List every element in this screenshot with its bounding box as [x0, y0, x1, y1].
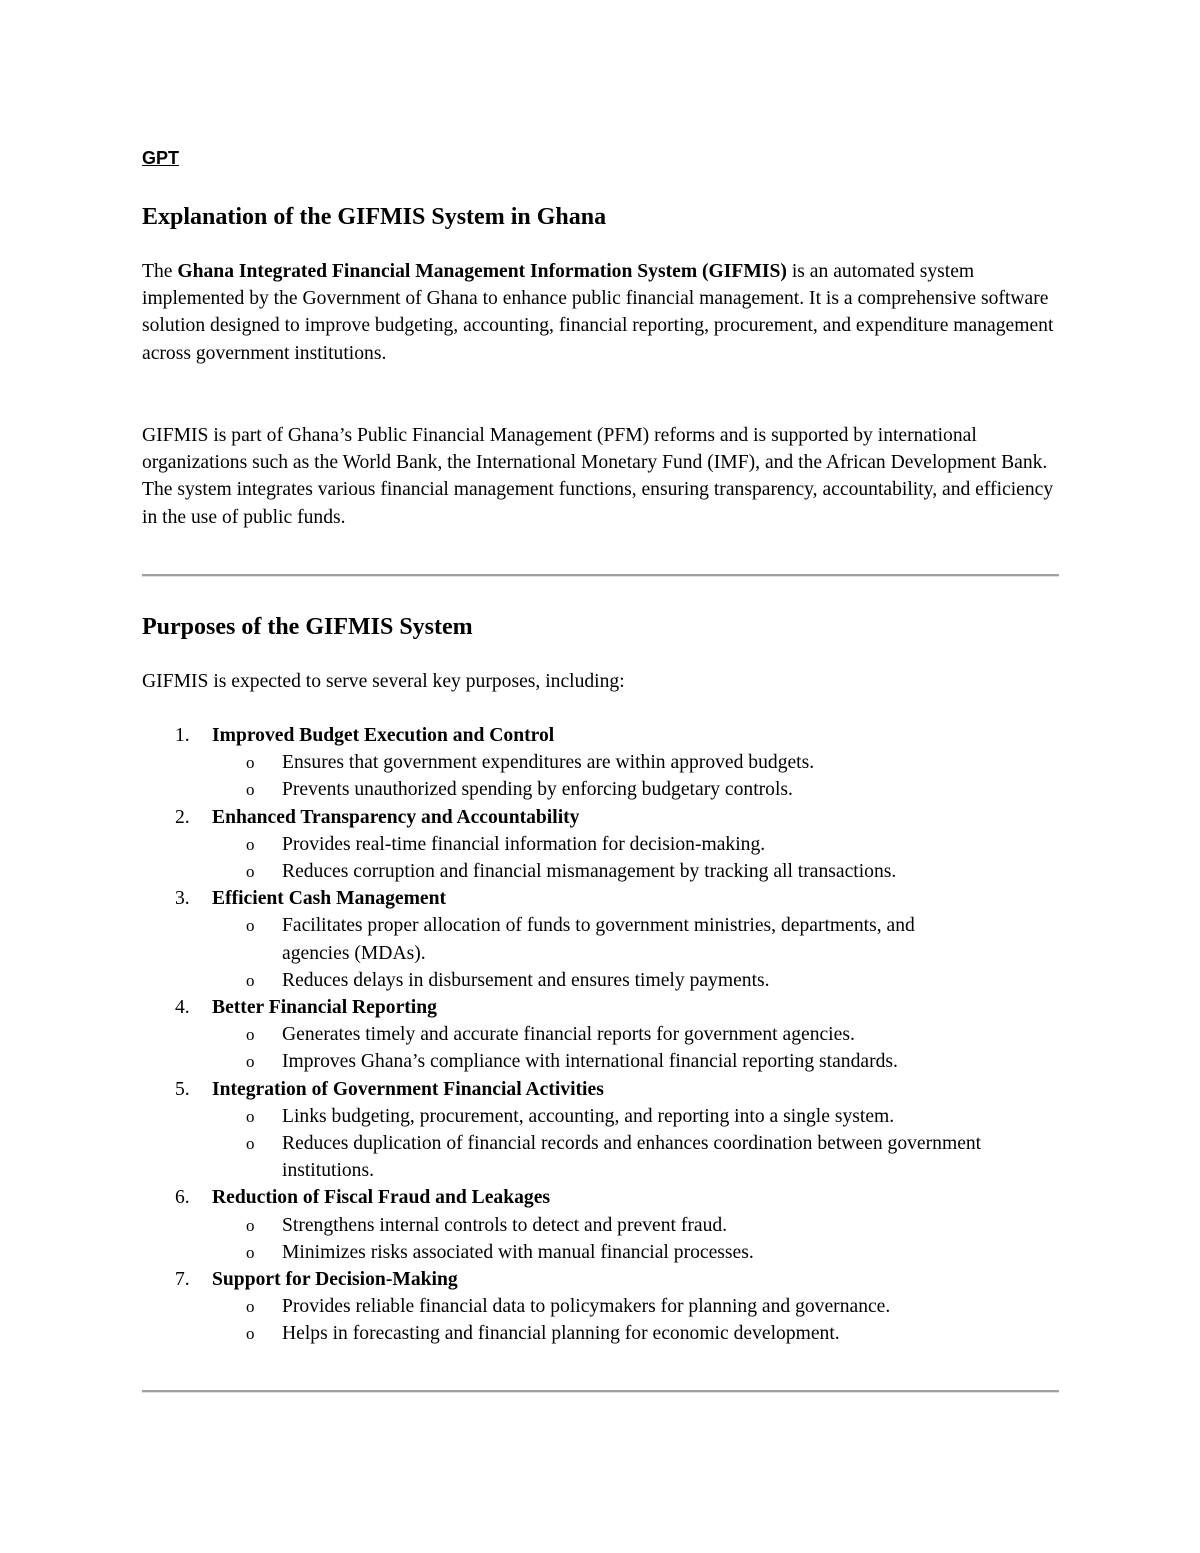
circle-bullet-icon: o — [246, 1134, 255, 1154]
sub-item: o Reduces delays in disbursement and ensures timely payments. — [212, 967, 982, 994]
circle-bullet-icon: o — [246, 753, 255, 773]
item-number: 6. — [175, 1187, 190, 1209]
list-item — [142, 1266, 1062, 1348]
sub-item: o Provides reliable financial data to policymakers for planning and governance. — [212, 1293, 982, 1320]
sub-item: o Improves Ghana’s compliance with international financial reporting standards. — [212, 1048, 982, 1075]
item-number: 4. — [175, 997, 190, 1019]
section-heading-explanation: Explanation of the GIFMIS System in Ghana — [142, 204, 607, 230]
sub-list — [212, 1212, 1062, 1266]
section-heading-purposes: Purposes of the GIFMIS System — [142, 614, 473, 640]
list-item — [142, 994, 1062, 1076]
sub-item: o Minimizes risks associated with manual financial processes. — [212, 1239, 982, 1266]
item-title: Improved Budget Execution and Control — [212, 725, 555, 746]
item-number: 7. — [175, 1269, 190, 1291]
sub-list — [212, 831, 1062, 885]
circle-bullet-icon: o — [246, 1242, 255, 1262]
item-number: 1. — [175, 725, 190, 746]
item-title: Integration of Government Financial Activities — [212, 1078, 604, 1100]
circle-bullet-icon: o — [246, 1215, 255, 1235]
sub-item: o Reduces duplication of financial records and enhances coordination between government institutions. — [212, 1130, 982, 1184]
sub-item: o Generates timely and accurate financial reports for government agencies. — [212, 1021, 982, 1048]
sub-item: o Ensures that government expenditures are within approved budgets. — [212, 749, 982, 776]
list-item — [142, 722, 1062, 804]
sub-item: o Strengthens internal controls to detect and prevent fraud. — [212, 1212, 982, 1239]
item-title: Efficient Cash Management — [212, 888, 447, 910]
intro-prefix: The — [142, 261, 178, 282]
list-item — [142, 885, 1062, 994]
list-item — [142, 1184, 1062, 1266]
item-number: 2. — [175, 806, 190, 828]
circle-bullet-icon: o — [246, 834, 255, 854]
pfm-paragraph: GIFMIS is part of Ghana’s Public Financial Management (PFM) reforms and is supported by international organizations such as the World Bank, the International Monetary Fund (IMF), and the African Development Bank. The system integrates various financial management functions, ensuring transparency, accountability, and efficiency in the use of public funds. — [142, 425, 1054, 528]
sub-list — [212, 1293, 1062, 1347]
circle-bullet-icon: o — [246, 1106, 255, 1126]
circle-bullet-icon: o — [246, 862, 255, 882]
item-number: 5. — [175, 1078, 190, 1100]
sub-item: o Helps in forecasting and financial planning for economic development. — [212, 1320, 982, 1347]
item-title: Enhanced Transparency and Accountability — [212, 806, 580, 828]
circle-bullet-icon: o — [246, 1025, 255, 1045]
sub-item: o Provides real-time financial information for decision-making. — [212, 831, 982, 858]
intro-paragraph — [142, 258, 1062, 367]
sub-list — [212, 912, 1062, 994]
list-item — [142, 804, 1062, 886]
sub-list — [212, 1021, 1062, 1075]
intro-rest: is an automated system implemented by the Government of Ghana to enhance public financial management. It is a comprehensive software solution designed to improve budgeting, accounting, financial reporting, procurement, and expenditure management across government institutions. — [142, 261, 1054, 364]
sub-item: o Prevents unauthorized spending by enforcing budgetary controls. — [212, 776, 982, 803]
list-item — [142, 1076, 1062, 1185]
purposes-intro: GIFMIS is expected to serve several key purposes, including: — [142, 671, 625, 692]
circle-bullet-icon: o — [246, 970, 255, 990]
sub-item: o Reduces corruption and financial mismanagement by tracking all transactions. — [212, 858, 982, 885]
purposes-list — [142, 722, 1062, 1348]
gpt-label: GPT — [142, 148, 180, 168]
sub-item: o Facilitates proper allocation of funds to government ministries, departments, and agencies (MDAs). — [212, 912, 982, 966]
sub-list — [212, 1103, 1062, 1185]
circle-bullet-icon: o — [246, 1297, 255, 1317]
sub-list — [212, 749, 1062, 803]
circle-bullet-icon: o — [246, 1324, 255, 1344]
item-title: Support for Decision-Making — [212, 1269, 458, 1291]
sub-item: o Links budgeting, procurement, accounting, and reporting into a single system. — [212, 1103, 982, 1130]
circle-bullet-icon: o — [246, 780, 255, 800]
circle-bullet-icon: o — [246, 916, 255, 936]
horizontal-divider — [142, 574, 1059, 577]
item-title: Reduction of Fiscal Fraud and Leakages — [212, 1187, 551, 1209]
horizontal-divider — [142, 1390, 1059, 1393]
circle-bullet-icon: o — [246, 1052, 255, 1072]
item-number: 3. — [175, 888, 190, 910]
gifmis-full-name: Ghana Integrated Financial Management Information System (GIFMIS) — [177, 261, 787, 282]
item-title: Better Financial Reporting — [212, 997, 437, 1019]
